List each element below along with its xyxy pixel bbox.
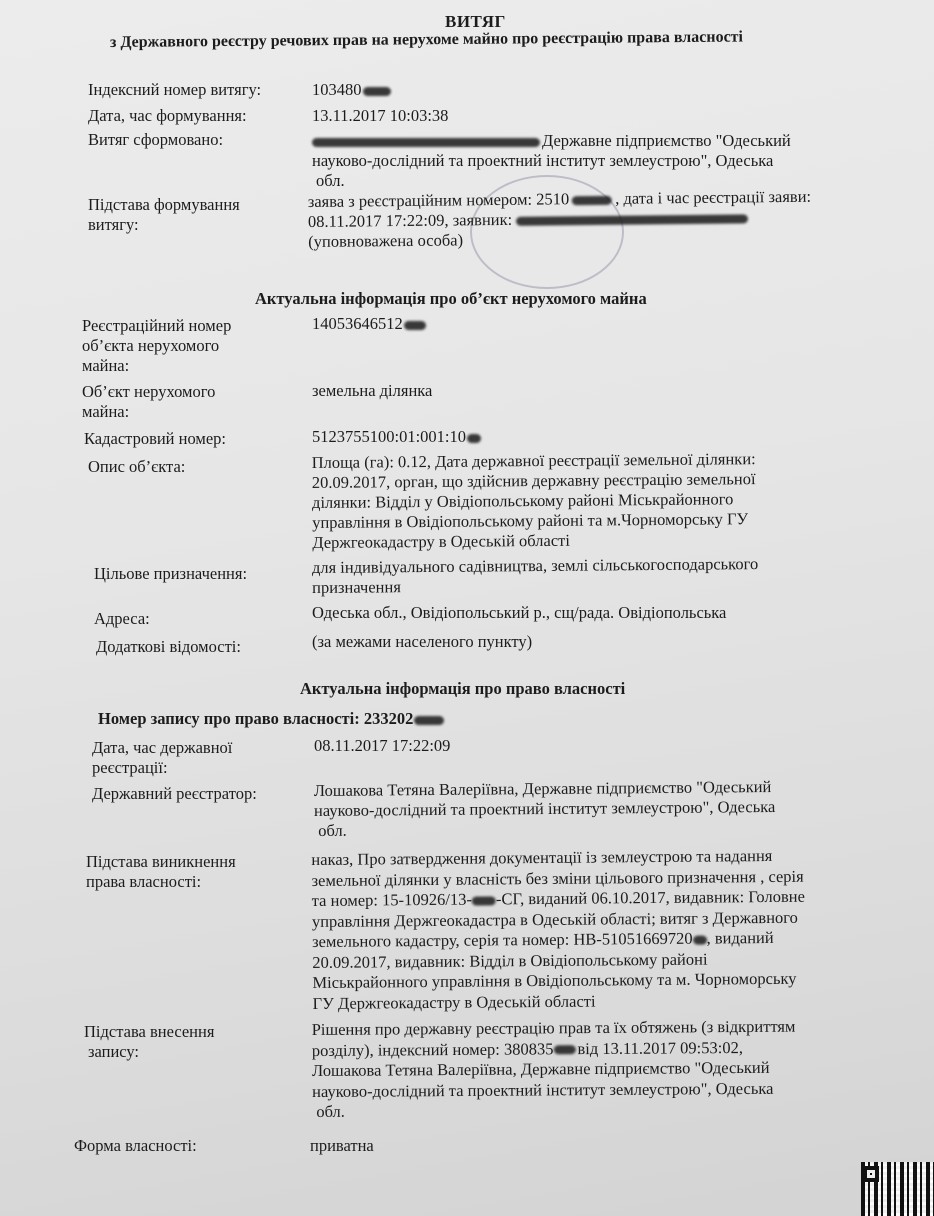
redaction-mark [363,87,391,96]
ownership-form-value: приватна [310,1136,374,1155]
address-label: Адреса: [94,609,150,628]
redaction-mark [404,321,426,330]
redaction-mark [553,1045,575,1054]
entry-basis-value: Рішення про державну реєстрацію прав та їх обтяжень (з відкриттям розділу), індексний номер: 380835 від 13.11.2017 09:53:02, Лошакова Тетяна Валеріївна, Державне підприємство "Одеський науково-дослідний та проектний інститут землеустрою", Одеська обл. [311,1016,796,1121]
document-title: ВИТЯГ [445,12,506,31]
description-label: Опис об’єкта: [88,457,186,476]
redaction-mark [312,138,540,147]
ownership-form-label: Форма власності: [74,1136,197,1155]
registrar-label: Державний реєстратор: [92,784,257,803]
formed-value: Державне підприємство "Одеський науково-дослідний та проектний інститут землеустрою", Одеська обл. [312,131,791,190]
reg-number-value: 14053646512 [312,314,426,334]
redaction-mark [572,196,612,205]
basis-value: заява з реєстраційним номером: 2510 , дата і час реєстрації заяви: 08.11.2017 17:22:09, заявник: (уповноважена особа) [307,186,812,251]
purpose-value: для індивідуального садівництва, землі сільськогосподарського призначення [311,554,759,597]
extra-info-value: (за межами населеного пункту) [312,632,533,651]
reg-date-label: Дата, час державної реєстрації: [92,738,233,777]
datetime-label: Дата, час формування: [88,106,247,125]
entry-basis-label: Підстава внесення запису: [84,1022,215,1061]
object-label: Об’єкт нерухомого майна: [82,382,216,421]
ownership-basis-value: наказ, Про затвердження документації із землеустрою та надання земельної ділянки у власність без зміни цільового призначення , серія та номер: 15-10926/13- -СГ, виданий 06.10.2017, видавник: Головне управління Держгеокадастра в Одеській області; витяг з Державного земельного кадастру, серія та номер: НВ-51051669720 , виданий 20.09.2017, видавник: Відділ в Овідіопольському районі Міськрайонного управління в Овідіопольському та м. Чорноморську ГУ Держгеокадастру в Одеській області [311,845,805,1013]
object-section-heading: Актуальна інформація про об’єкт нерухомого майна [255,289,647,308]
redaction-mark [467,434,481,443]
extra-info-label: Додаткові відомості: [96,637,241,656]
formed-label: Витяг сформовано: [88,130,224,149]
address-value: Одеська обл., Овідіопольський р., сщ/рада. Овідіопольська [312,603,727,622]
document-subtitle: з Державного реєстру речових прав на нерухоме майно про реєстрацію права власності [109,28,744,51]
index-value: 103480 [312,80,391,100]
basis-label: Підстава формування витягу: [88,195,240,234]
datetime-value: 13.11.2017 10:03:38 [312,106,449,125]
ownership-section-heading: Актуальна інформація про право власності [300,679,626,698]
object-value: земельна ділянка [312,381,433,400]
redaction-mark [693,935,707,944]
index-label: Індексний номер витягу: [88,80,262,99]
cadastral-label: Кадастровий номер: [84,429,227,448]
redaction-mark [516,214,748,225]
record-number: Номер запису про право власності: 233202 [98,709,444,729]
cadastral-value: 5123755100:01:001:10 [312,427,481,447]
reg-date-value: 08.11.2017 17:22:09 [314,736,451,755]
ownership-basis-label: Підстава виникнення права власності: [86,852,236,891]
registrar-value: Лошакова Тетяна Валеріївна, Державне підприємство "Одеський науково-дослідний та проектний інститут землеустрою", Одеська обл. [313,777,776,840]
qr-code [861,1162,934,1216]
description-value: Площа (га): 0.12, Дата державної реєстрації земельної ділянки: 20.09.2017, орган, що здійснив державну реєстрацію земельної ділянки: Відділ у Овідіопольському районі Міськрайонного управління в Овідіопольському районі та м.Чорноморську ГУ Держгеокадастру в Одеській області [311,449,756,552]
redaction-mark [472,896,496,905]
purpose-label: Цільове призначення: [94,564,248,583]
redaction-mark [414,716,444,725]
qr-finder-pattern [863,1166,879,1182]
reg-number-label: Реєстраційний номер об’єкта нерухомого майна: [82,316,232,375]
